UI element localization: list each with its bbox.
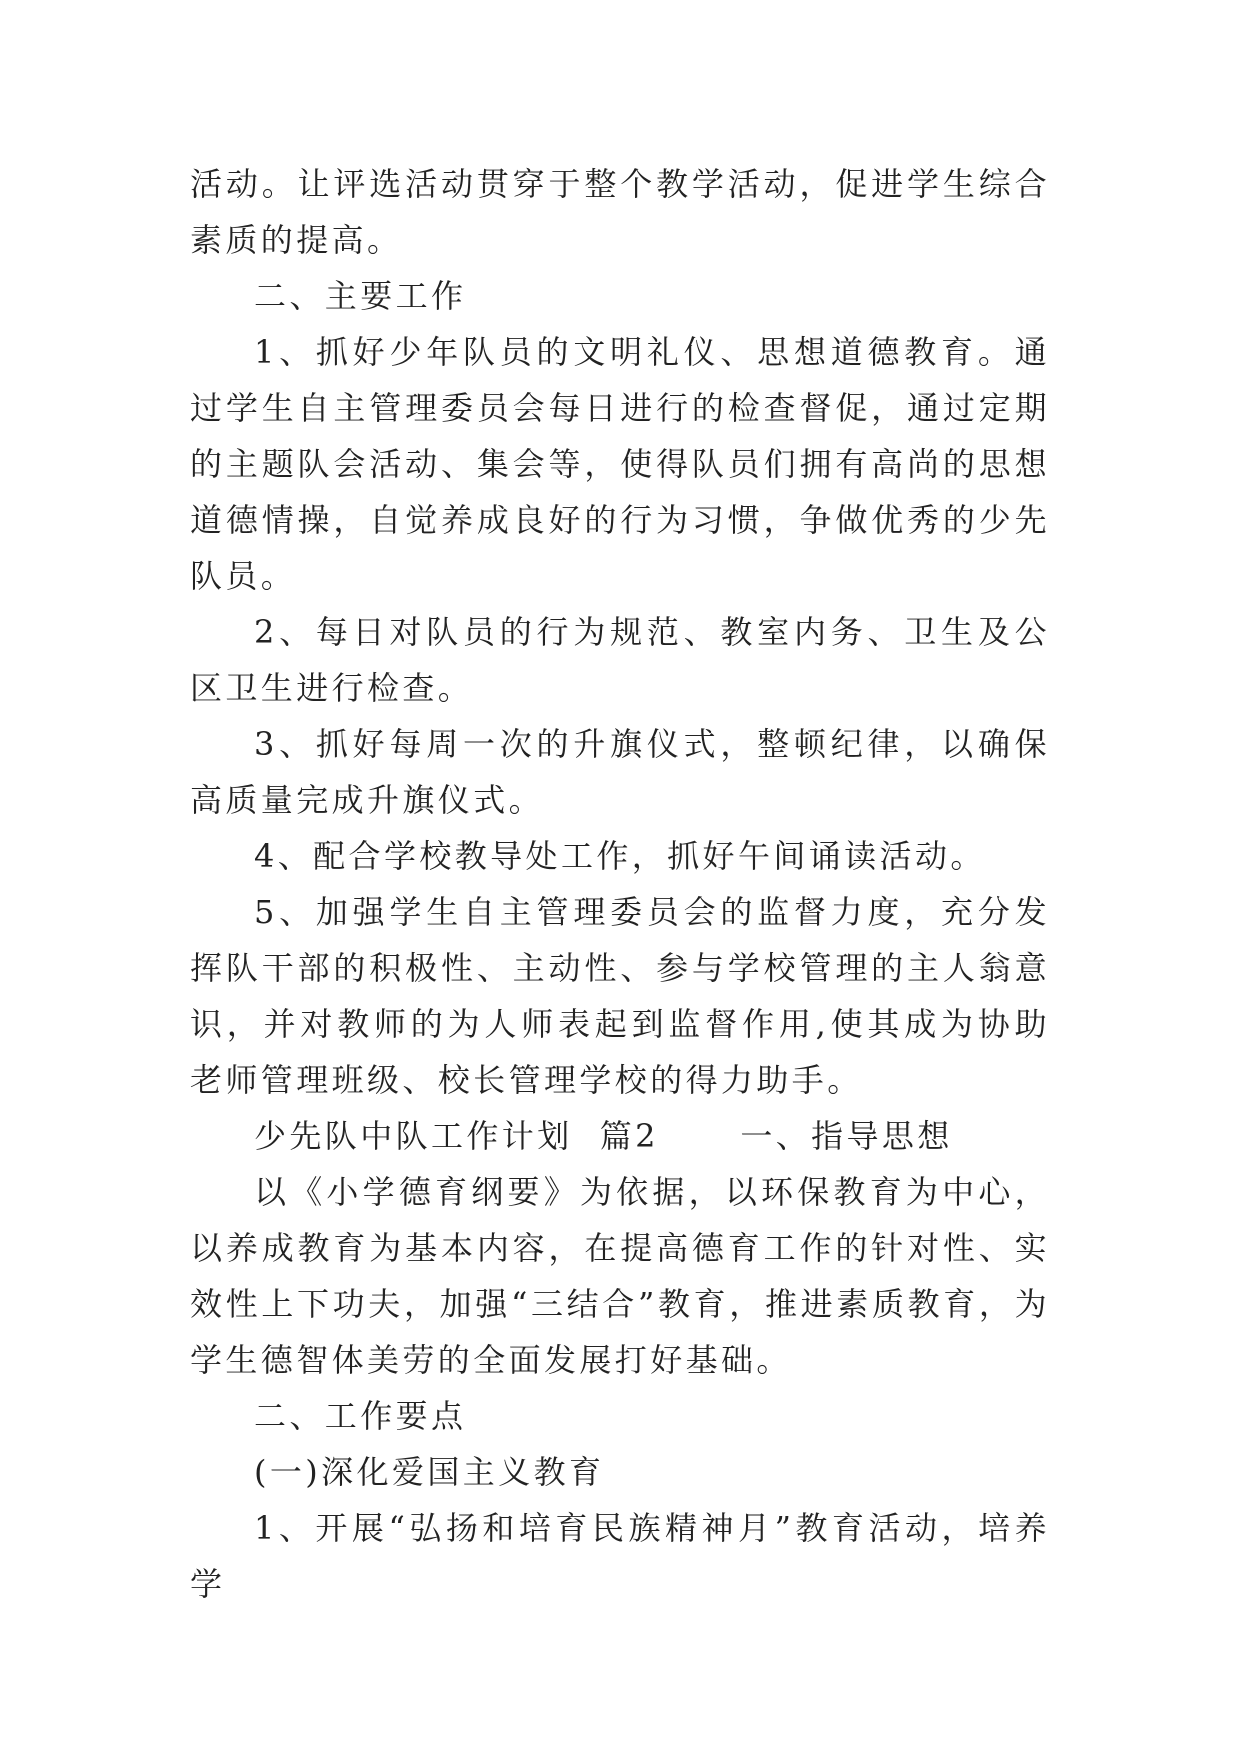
paragraph-item-2: 2、每日对队员的行为规范、教室内务、卫生及公区卫生进行检查。 xyxy=(190,613,1050,707)
paragraph-guiding-ideology: 以《小学德育纲要》为依据，以环保教育为中心，以养成教育为基本内容，在提高德育工作的针对性、实效性上下功夫，加强“三结合”教育，推进素质教育，为学生德智体美劳的全面发展打好基础。 xyxy=(190,1173,1050,1379)
heading-work-points: 二、工作要点 xyxy=(254,1397,467,1435)
section-title-plan-2: 少先队中队工作计划 篇2 一、指导思想 xyxy=(254,1117,953,1155)
paragraph-item-4: 4、配合学校教导处工作，抓好午间诵读活动。 xyxy=(254,837,986,875)
paragraph-continuation: 活动。让评选活动贯穿于整个教学活动，促进学生综合素质的提高。 xyxy=(190,165,1050,259)
document-body xyxy=(190,156,1050,1612)
heading-patriotism: (一)深化爱国主义教育 xyxy=(254,1453,605,1491)
paragraph-item-1: 1、抓好少年队员的文明礼仪、思想道德教育。通过学生自主管理委员会每日进行的检查督促，通过定期的主题队会活动、集会等，使得队员们拥有高尚的思想道德情操，自觉养成良好的行为习惯，争做优秀的少先队员。 xyxy=(190,333,1050,595)
paragraph-item-5: 5、加强学生自主管理委员会的监督力度，充分发挥队干部的积极性、主动性、参与学校管理的主人翁意识，并对教师的为人师表起到监督作用,使其成为协助老师管理班级、校长管理学校的得力助手。 xyxy=(190,893,1050,1099)
paragraph-item-3: 3、抓好每周一次的升旗仪式，整顿纪律，以确保高质量完成升旗仪式。 xyxy=(190,725,1050,819)
paragraph-activity-1: 1、开展“弘扬和培育民族精神月”教育活动，培养学 xyxy=(190,1509,1050,1603)
heading-main-work: 二、主要工作 xyxy=(254,277,467,315)
